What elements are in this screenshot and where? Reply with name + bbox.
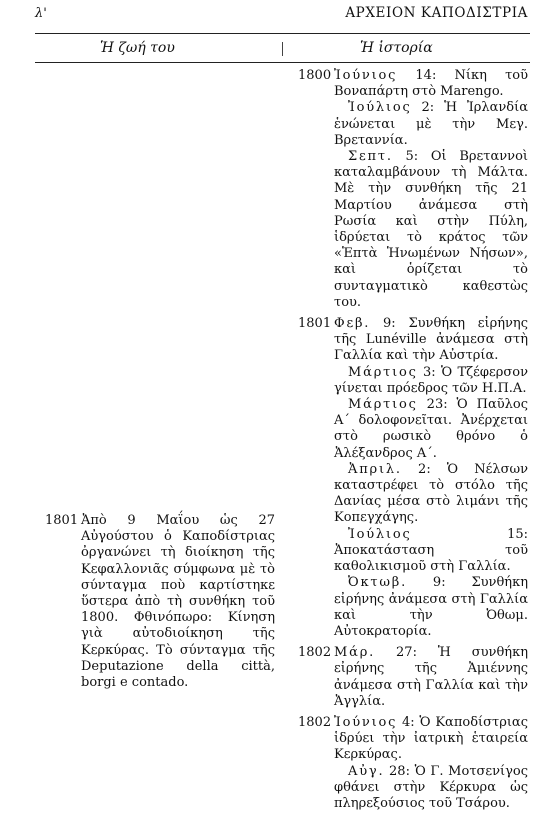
entry-paragraph (334, 365, 528, 397)
entry-month: Ὀκτωβ. (348, 575, 408, 591)
history-entry (298, 68, 528, 311)
entry-paragraph (334, 645, 528, 710)
entry-text: 28: Ὁ Γ. Μοτσενίγος φθάνει στὴν Κέρκυρα ὡς πληρεξούσιος τοῦ Τσάρου. (334, 763, 528, 811)
entry-month: Μάρ. (334, 645, 376, 661)
life-entry (45, 513, 275, 691)
history-entry (298, 715, 528, 812)
history-entry (298, 645, 528, 710)
entry-paragraph (81, 513, 275, 691)
entry-paragraph (334, 527, 528, 576)
life-column (45, 513, 275, 696)
entry-month: Αὐγ. (348, 763, 385, 779)
history-column (298, 68, 528, 817)
top-rule (35, 33, 530, 34)
entry-text: 23: Ὁ Παῦλος Α΄ δολοφονεῖται. Ἀνέρχεται στὸ ρωσικὸ θρόνο ὁ Ἀλέξανδρος Α΄. (334, 397, 528, 461)
entry-text: 2: Ἡ Ἰρλανδία ἑνώνεται μὲ τὴν Μεγ. Βρεταννία. (334, 100, 528, 148)
heading-rule (35, 62, 530, 63)
entry-paragraph (334, 575, 528, 640)
entry-paragraph (334, 316, 528, 365)
entry-text: 15: Ἀποκατάσταση τοῦ καθολικισμοῦ στὴ Γαλλία. (334, 526, 528, 575)
entry-month: Ἰούλιος (348, 100, 412, 116)
entry-text: 9: Συνθήκη εἰρήνης ἀνάμεσα στὴ Γαλλία καὶ τὴν Ὀθωμ. Αὐτοκρατορία. (334, 575, 528, 639)
running-title: ΑΡΧΕΙΟΝ ΚΑΠΟΔΙΣΤΡΙΑ (345, 5, 528, 21)
entry-month: Σεπτ. (348, 149, 393, 165)
entry-month: Ἰούλιος (348, 526, 412, 542)
entry-month: Φεβ. (334, 316, 371, 332)
entry-month: Ἰούνιος (334, 714, 398, 730)
entry-year: 1802 (298, 645, 332, 661)
entry-year: 1800 (298, 68, 332, 83)
entry-text: 4: Ὁ Καποδίστριας ἱδρύει τὴν ἰατρικὴ ἑταιρεία Κερκύρας. (334, 714, 528, 763)
entry-month: Ἀπριλ. (348, 461, 402, 477)
entry-year: 1801 (298, 316, 332, 332)
column-divider (282, 42, 283, 56)
entry-month: Μάρτιος (348, 397, 418, 413)
entry-year: 1801 (45, 513, 79, 528)
entry-text: 5: Οἱ Βρεταννοὶ καταλαμβάνουν τὴ Μάλτα. Μὲ τὴν συνθήκη τῆς 21 Μαρτίου ἀνάμεσα στὴ Ρωσία καὶ στὴν Πύλη, ἱδρύεται τὸ κράτος τῶν «Ἑπτὰ Ἡνωμένων Νήσων», καὶ ὁρίζεται τὸ συνταγματικὸ καθεστὼς του. (334, 149, 528, 310)
entry-text: 27: Ἡ συνθήκη εἰρήνης τῆς Ἀμιέννης ἀνάμεσα στὴ Γαλλία καὶ τὴν Ἀγγλία. (334, 645, 528, 709)
entry-paragraph (334, 149, 528, 311)
entry-paragraph (334, 68, 528, 100)
entry-paragraph (334, 715, 528, 764)
entry-month: Μάρτιος (348, 364, 418, 380)
entry-paragraph (334, 397, 528, 462)
entry-text: Ἀπὸ 9 Μαΐου ὡς 27 Αὐγούστου ὁ Καποδίστριας ὀργανώνει τὴ διοίκηση τῆς Κεφαλλονιᾶς σύμφωνα μὲ τὸ σύνταγμα ποὺ καρτίστηκε ὕστερα ἀπὸ τὴ συνθήκη τοῦ 1800. Φθινόπωρο: Κίνηση γιὰ αὐτοδιοίκηση τῆς Κερκύρας. Τὸ σύνταγμα τῆς Deputazione della città, borgi e contado. (81, 513, 275, 691)
entry-text: 14: Νίκη τοῦ Βοναπάρτη στὸ Marengo. (334, 68, 528, 100)
entry-paragraph (334, 462, 528, 527)
history-entry (298, 316, 528, 640)
entry-paragraph (334, 764, 528, 813)
entry-text: 3: Ὁ Τζέφερσον γίνεται πρόεδρος τῶν Η.Π.Α. (334, 364, 528, 396)
page-number: λ' (35, 6, 47, 21)
column-heading-history: Ἡ ἱστορία (360, 40, 433, 56)
entry-text: 2: Ὁ Νέλσων καταστρέφει τὸ στόλο τῆς Δανίας μέσα στὸ λιμάνι τῆς Κοπεγχάγης. (334, 461, 528, 526)
entry-year: 1802 (298, 714, 332, 730)
entry-text: 9: Συνθήκη εἰρήνης τῆς Lunéville ἀνάμεσα στὴ Γαλλία καὶ τὴν Αὐστρία. (334, 316, 528, 364)
entry-month: Ἰούνιος (334, 68, 398, 83)
column-heading-life: Ἡ ζωή του (100, 40, 175, 56)
entry-paragraph (334, 100, 528, 149)
